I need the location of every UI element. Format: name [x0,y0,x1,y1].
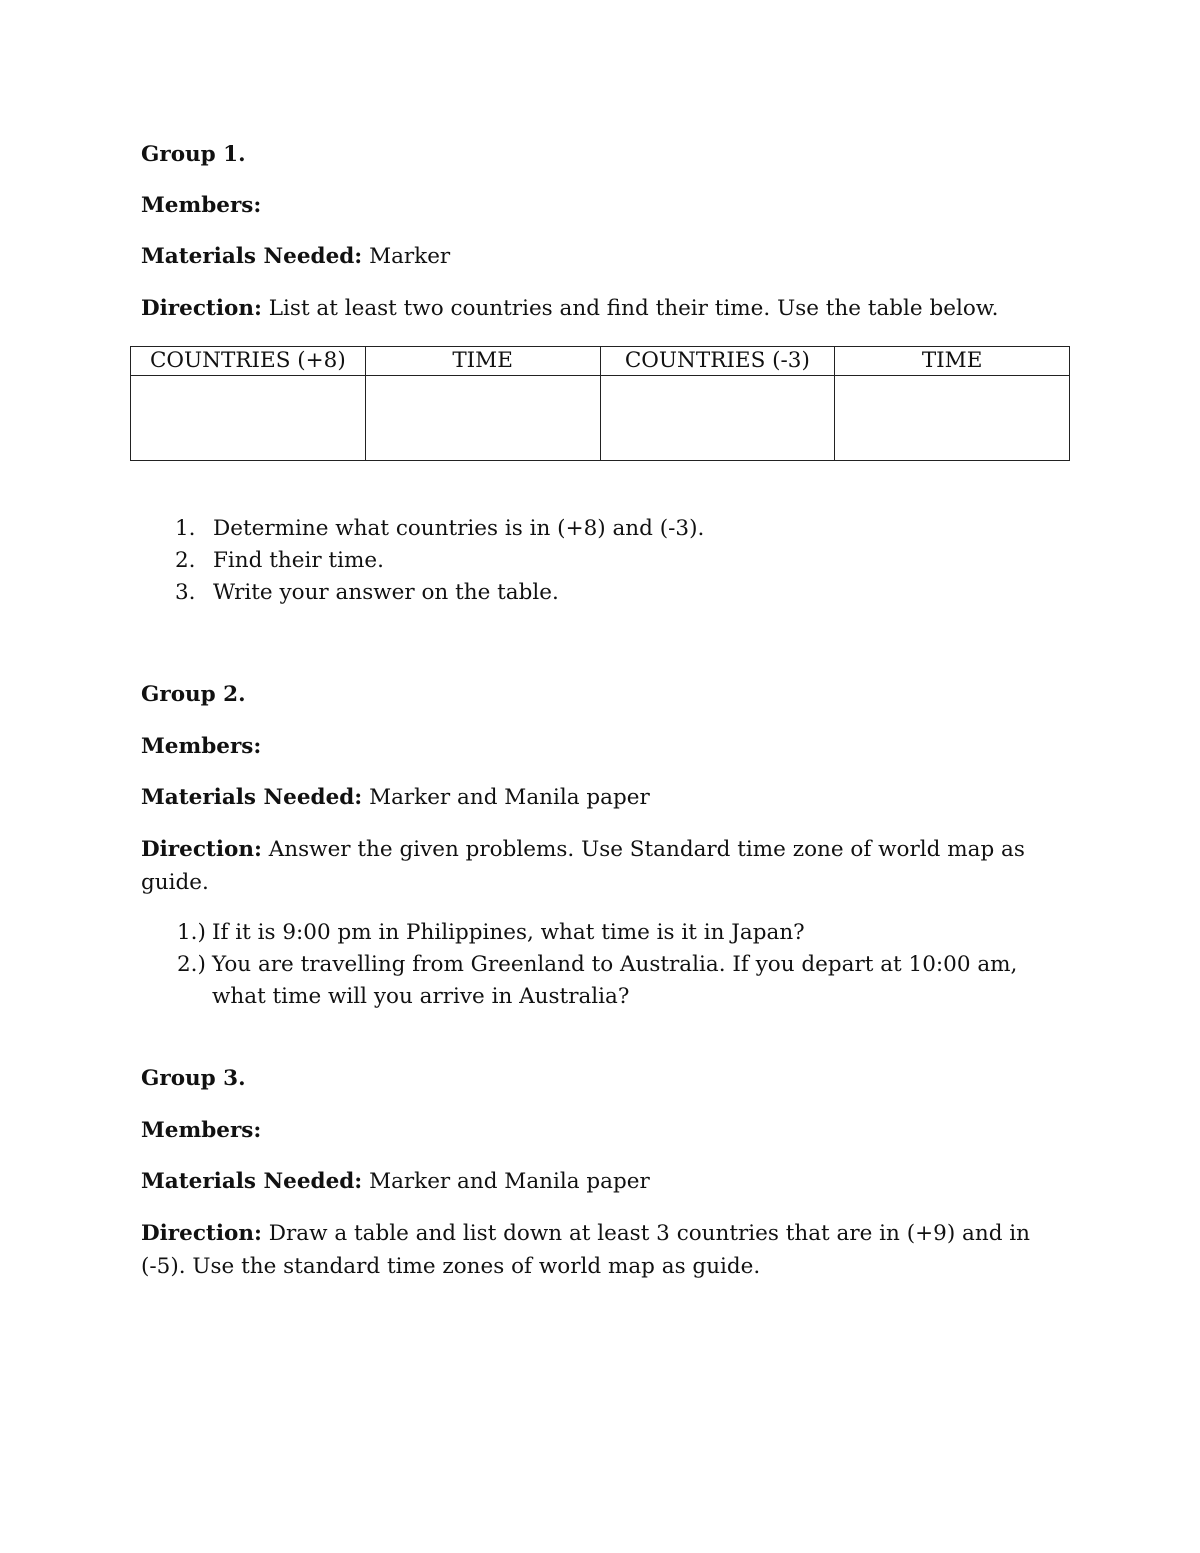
group-3-direction-label: Direction: [141,1221,262,1246]
table-cell[interactable] [131,376,366,461]
step-text: Write your answer on the table. [213,580,559,605]
group-2-direction-label: Direction: [141,837,262,862]
group-1-steps-list [141,513,704,609]
step-text: Determine what countries is in (+8) and (-3). [213,516,705,541]
problem-text: You are travelling from Greenland to Australia. If you depart at 10:00 am, what time will you arrive in Australia? [212,952,1018,1009]
group-1-materials [141,242,450,272]
group-2-direction [141,833,1041,899]
table-cell[interactable] [835,376,1070,461]
table-cell[interactable] [600,376,835,461]
group-3-members-label: Members: [141,1118,262,1143]
group-2-direction-text: Answer the given problems. Use Standard time zone of world map as guide. [141,837,1025,895]
group-1-direction [141,294,998,324]
group-3-materials [141,1167,650,1197]
list-item [141,577,704,609]
table-header-countries-minus3: COUNTRIES (-3) [600,347,835,376]
problem-text: If it is 9:00 pm in Philippines, what time is it in Japan? [212,920,805,945]
table-header-countries-plus8: COUNTRIES (+8) [131,347,366,376]
table-cell[interactable] [365,376,600,461]
group-3-materials-label: Materials Needed: [141,1169,363,1194]
table-header-time-2: TIME [835,347,1070,376]
group-1-members-label: Members: [141,193,262,218]
group-2-materials-label: Materials Needed: [141,785,363,810]
group-2-problems-list [141,917,1071,1013]
problem-number: 2.) [177,952,206,977]
group-2-materials-value: Marker and Manila paper [369,785,650,810]
group-1-materials-label: Materials Needed: [141,244,363,269]
table-header-time-1: TIME [365,347,600,376]
group-2-materials [141,783,650,813]
group-3-materials-value: Marker and Manila paper [369,1169,650,1194]
group-3-direction [141,1217,1051,1283]
step-text: Find their time. [213,548,384,573]
list-item [141,949,1071,1013]
list-item [141,513,704,545]
list-item [141,545,704,577]
group-3-direction-text: Draw a table and list down at least 3 countries that are in (+9) and in (-5). Use the standard time zones of world map as guide. [141,1221,1031,1279]
group-1-title: Group 1. [141,142,246,167]
group-1-table [130,346,1070,461]
table-header-row [131,347,1070,376]
step-number: 2. [175,548,196,573]
group-3-title: Group 3. [141,1066,246,1091]
group-1-direction-text: List at least two countries and find their time. Use the table below. [268,296,999,321]
group-1-direction-label: Direction: [141,296,262,321]
group-1-materials-value: Marker [369,244,451,269]
group-2-title: Group 2. [141,682,246,707]
list-item [141,917,1071,949]
table-row [131,376,1070,461]
step-number: 3. [175,580,196,605]
group-2-members-label: Members: [141,734,262,759]
problem-number: 1.) [177,920,206,945]
step-number: 1. [175,516,196,541]
